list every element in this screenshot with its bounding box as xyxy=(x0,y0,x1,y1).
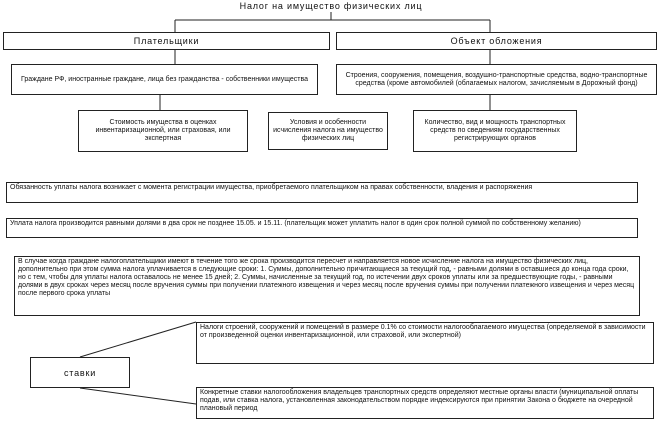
value-basis-box: Стоимость имущества в оценках инвентаризационной, или страховая, или экспертная xyxy=(78,110,248,152)
calculation-conditions-box: Условия и особенности исчисления налога на имущество физических лиц xyxy=(268,112,388,150)
rates-transport-box: Конкретные ставки налогообложения владельцев транспортных средств определяют местные органы власти (муниципальной оплаты подав, или ставка налога, установленная законодательством порядке индексируются при принятии Закона о бюджете на очередной плановый период xyxy=(196,387,654,419)
object-header: Объект обложения xyxy=(336,32,657,50)
obligation-box: Обязанность уплаты налога возникает с момента регистрации имущества, приобретаемого плательщиком на правах собственности, владения и распоряжения xyxy=(6,182,638,203)
change-case-box: В случае когда граждане налогоплательщики имеют в течение того же срока производится пересчет и направляется новое исчисление налога на имущество физических лиц, дополнительно при этом сумма налога уплачивается в следующие сроки: 1. Суммы, дополнительно причитающиеся за текущий год, - равными долями в оставшиеся до конца года сроки, но с тем, чтобы для уплаты налога оставалось не менее 15 дней; 2. Суммы, начисленные за текущий год, по истечении двух сроков уплаты или за предшествующие годы, - равными долями в двух сроках через месяц после вручения суммы при получении платежного извещения и через месяц после вручения суммы при получении платежного извещения и через месяц после первого срока уплаты xyxy=(14,256,640,316)
object-what-box: Строения, сооружения, помещения, воздушно-транспортные средства, водно-транспортные средства (кроме автомобилей (облагаемых налогом, зачисляемым в Дорожный фонд) xyxy=(336,64,657,95)
payers-who-box: Граждане РФ, иностранные граждане, лица без гражданства - собственники имущества xyxy=(11,64,318,95)
payment-terms-box: Уплата налога производится равными долями в два срок не позднее 15.05. и 15.11. (плательщик может уплатить налог в один срок полной суммой по собственному желанию) xyxy=(6,218,638,238)
rates-label: ставки xyxy=(30,357,130,388)
transport-info-box: Количество, вид и мощность транспортных средств по сведениям государственных регистрирующих органов xyxy=(413,110,577,152)
payers-header: Плательщики xyxy=(3,32,330,50)
diagram-title: Налог на имущество физических лиц xyxy=(239,1,423,11)
rates-buildings-box: Налоги строений, сооружений и помещений в размере 0.1% со стоимости налогооблагаемого имущества (определяемой в зависимости от произведенной оценки инвентаризационной, или страховой, или экспертной) xyxy=(196,322,654,364)
